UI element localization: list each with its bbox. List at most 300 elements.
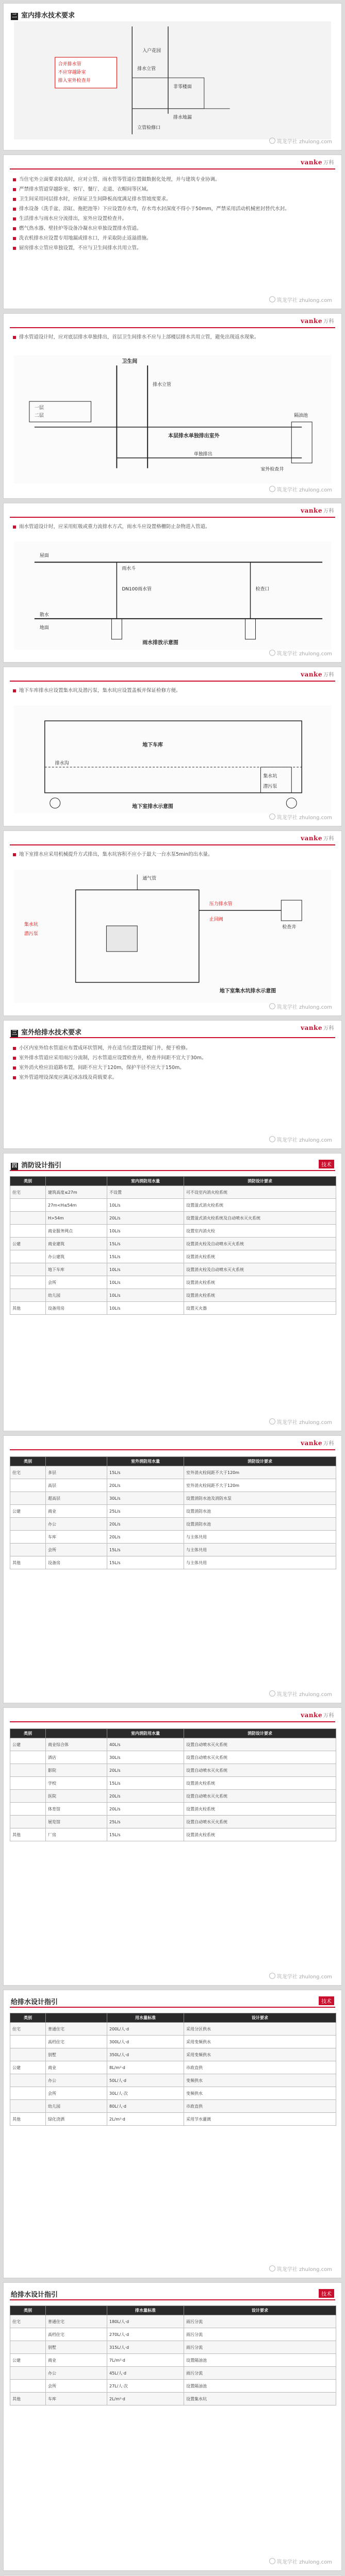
table-cell: 30L/人·次 (107, 2087, 184, 2100)
table-cell: 商业 (46, 1505, 107, 1518)
label-vent: 排水立管 (137, 66, 156, 72)
table-cell (10, 1289, 46, 1302)
rules-list (12, 687, 333, 697)
table-cell: 展览馆 (46, 1816, 107, 1828)
table-cell: 市政直供 (184, 2100, 336, 2113)
watermark-text: 筑龙学社 zhulong.com (276, 298, 332, 303)
table-cell: 设置自动喷水灭火系统 (184, 1751, 336, 1764)
table-row (10, 1816, 336, 1828)
watermark-text: 筑龙学社 zhulong.com (276, 651, 332, 657)
table-cell: 办公 (46, 1518, 107, 1531)
table-row (10, 2061, 336, 2074)
table-cell: 变频供水 (184, 2087, 336, 2100)
label-b: 二层 (34, 413, 44, 419)
tag-badge: 技术 (319, 1160, 334, 1168)
watermark-text: 筑龙学社 zhulong.com (276, 1974, 332, 1980)
brand-logo (301, 317, 334, 325)
table-row (10, 1544, 336, 1556)
section-number: 三 (12, 1030, 17, 1036)
slide-drainage-rules (3, 155, 342, 309)
table-cell: 办公 (46, 2367, 107, 2380)
label-floor: 非零楼面 (173, 84, 192, 90)
table-row (10, 2113, 336, 2126)
tag-badge: 技术 (319, 2289, 334, 2298)
list-item: 严禁排水管道穿越卧室、客厅、餐厅、走道、衣帽间等区域。 (12, 185, 333, 193)
table-cell: 设置隔油池 (184, 2380, 336, 2393)
table-cell: 20L/s (107, 1764, 184, 1777)
fire-spec-table-1 (10, 1176, 336, 1315)
table-cell: 10L/s (107, 1276, 184, 1289)
table-cell: 设置集水坑 (184, 2393, 336, 2405)
watermark (269, 813, 332, 821)
list-item: 排水设备（洗手盆、浴缸、拖把池等）下应设置存水弯，存水弯水封深度不得小于50mm，严禁采用活动机械密封替代水封。 (12, 205, 333, 213)
table-cell: 设置灭火器 (184, 1302, 336, 1315)
list-item: 生活排水与雨水应分流排出，室外应设置检查井。 (12, 215, 333, 223)
slide-sump-pit (3, 831, 342, 1016)
table-cell (10, 2341, 46, 2354)
section-title (11, 1996, 58, 2006)
label-f: 地面 (39, 625, 49, 631)
list-item: 室外消火栓应沿道路布置，间距不应大于120m，保护半径不应大于150m。 (12, 1064, 333, 1072)
watermark (269, 296, 332, 303)
table-cell: 会所 (46, 2380, 107, 2393)
watermark-icon (269, 1973, 275, 1979)
label-note1: 合并排水管 (58, 62, 81, 67)
table-row (10, 2074, 336, 2087)
table-cell: 270L/人·d (107, 2328, 184, 2341)
label-a: 地下车库 (142, 742, 163, 749)
table-cell: 其他 (10, 2113, 46, 2126)
brand-name: vanke (301, 1024, 322, 1031)
table-cell: 多层 (46, 1466, 107, 1479)
drainage-diagram-3 (14, 355, 331, 484)
table-cell (10, 2328, 46, 2341)
table-row (10, 1466, 336, 1479)
label-a: 屋面 (39, 553, 49, 559)
list-item: 当住宅外立面要求较高时，应对立管、雨水管等管道位置做数据化处理，并与建筑专业协调。 (12, 176, 333, 183)
label-note3: 排入室外检查井 (58, 78, 91, 83)
table-row (10, 2367, 336, 2380)
watermark (269, 137, 332, 145)
table-cell: 设置自动喷水灭火系统 (184, 1816, 336, 1828)
watermark (269, 485, 332, 493)
table-cell: 2L/m²·d (107, 2393, 184, 2405)
table-cell: 其他 (10, 1828, 46, 1841)
table-cell: 幼儿园 (46, 2100, 107, 2113)
header-divider (10, 168, 335, 170)
table-cell (10, 1777, 46, 1790)
table-cell: 室外消火栓间距不大于120m (184, 1466, 336, 1479)
table-cell: 设置消火栓系统 (184, 1250, 336, 1263)
brand-name: vanke (301, 1711, 322, 1719)
watermark-text: 筑龙学社 zhulong.com (276, 1005, 332, 1010)
table-cell: 设备房 (46, 1556, 107, 1569)
watermark (269, 1690, 332, 1698)
table-cell: 商业 (46, 2061, 107, 2074)
table-row (10, 2354, 336, 2367)
table-row (10, 2315, 336, 2328)
table-row (10, 1556, 336, 1569)
label-drain: 排水地漏 (173, 115, 192, 121)
watermark-icon (269, 2265, 275, 2272)
list-item: 燃气热水器、壁挂炉等设备冷凝水应单独设置排水管道。 (12, 225, 333, 232)
table-cell (10, 1479, 46, 1492)
watermark-text: 筑龙学社 zhulong.com (276, 2560, 332, 2565)
section-title-text: 室内排水技术要求 (21, 12, 75, 20)
brand-name: vanke (301, 1439, 322, 1447)
table-row (10, 1828, 336, 1841)
table-cell: 雨污分流 (184, 2341, 336, 2354)
section-title-text: 给排水设计指引 (11, 1998, 58, 2006)
header-divider (10, 2299, 335, 2300)
rainwater-diagram (14, 541, 331, 650)
table-cell: 15L/s (107, 1544, 184, 1556)
list-item: 地下车库排水应设置集水坑及潜污泵，集水坑应设置盖板并保证检修方便。 (12, 687, 333, 694)
table-row (10, 2380, 336, 2393)
table-cell: 商业 (46, 2354, 107, 2367)
table-header (46, 1177, 107, 1186)
table-cell: 厂房 (46, 1828, 107, 1841)
table-cell (10, 1518, 46, 1531)
brand-name: vanke (301, 835, 322, 842)
table-cell: 不设置 (107, 1186, 184, 1199)
table-header (46, 1729, 107, 1738)
table-cell: 医院 (46, 1790, 107, 1803)
table-row (10, 1531, 336, 1544)
table-cell: 商业综合体 (46, 1738, 107, 1751)
section-title-text: 消防设计指引 (21, 1162, 62, 1170)
table-cell: 20L/s (107, 1790, 184, 1803)
watermark-icon (269, 2558, 275, 2564)
section-title (11, 2289, 58, 2299)
rules-list (12, 851, 333, 860)
watermark (269, 1003, 332, 1010)
table-cell: 高层 (46, 1479, 107, 1492)
fire-spec-table-3 (10, 1728, 336, 1841)
header-divider (10, 1449, 335, 1450)
brand-logo (301, 506, 334, 514)
table-row (10, 1263, 336, 1276)
slide-ground-floor-drainage (3, 313, 342, 499)
brand-logo (301, 834, 334, 842)
table-header: 排水量标准 (107, 2306, 184, 2315)
table-cell: 采用变频供水 (184, 2048, 336, 2061)
label-roof: 入户花园 (142, 48, 161, 54)
table-cell: 20L/s (107, 1531, 184, 1544)
table-cell: 别墅 (46, 2341, 107, 2354)
section-title (11, 1160, 61, 1170)
table-cell: 地下车库 (46, 1263, 107, 1276)
table-cell: 雨污分流 (184, 2367, 336, 2380)
table-cell: 车库 (46, 1531, 107, 1544)
table-cell (10, 1212, 46, 1225)
label-pipe: 立管检修口 (137, 125, 161, 131)
table-row (10, 1276, 336, 1289)
table-cell: 住宅 (10, 2023, 46, 2036)
slide-fire-table-1 (3, 1153, 342, 1431)
table-cell (10, 1803, 46, 1816)
label-e: 散水 (39, 612, 49, 618)
brand-name: vanke (301, 671, 322, 678)
table-cell: 设置自动喷水灭火系统 (184, 1738, 336, 1751)
table-header: 类别 (10, 1729, 46, 1738)
rules-list (12, 523, 333, 533)
table-row (10, 2393, 336, 2405)
table-cell (10, 1531, 46, 1544)
table-cell: 设置消火栓系统 (184, 1803, 336, 1816)
header-divider (10, 844, 335, 845)
slide-indoor-drainage-intro (3, 3, 342, 150)
table-cell (10, 1816, 46, 1828)
table-header: 设计要求 (184, 2013, 336, 2023)
table-cell: 设置消火栓系统 (184, 1276, 336, 1289)
table-cell: 2L/m²·d (107, 2113, 184, 2126)
table-cell: 10L/s (107, 1302, 184, 1315)
table-cell: 采用分区供水 (184, 2023, 336, 2036)
table-cell: 设置消火栓及自动喷水灭火系统 (184, 1263, 336, 1276)
table-cell (10, 1764, 46, 1777)
table-cell: 办公建筑 (46, 1250, 107, 1263)
table-cell (10, 2380, 46, 2393)
slide-fire-table-2 (3, 1435, 342, 1703)
header-divider (10, 2007, 335, 2008)
table-cell: 公建 (10, 1238, 46, 1250)
list-item: 室外排水管道应采用雨污分流制，污水管道应设置检查井，检查井间距不宜大于30m。 (12, 1054, 333, 1062)
watermark-text: 筑龙学社 zhulong.com (276, 2267, 332, 2273)
table-cell (10, 2074, 46, 2087)
table-cell: 27L/人·次 (107, 2380, 184, 2393)
table-cell: 其他 (10, 1302, 46, 1315)
table-header: 类别 (10, 1177, 46, 1186)
table-cell: 30L/s (107, 1492, 184, 1505)
table-header: 室内消防用水量 (107, 1729, 184, 1738)
water-spec-table-2 (10, 2306, 336, 2405)
brand-name: vanke (301, 159, 322, 166)
brand-suffix: 万科 (323, 1026, 334, 1031)
tag-badge: 技术 (319, 1996, 334, 2005)
watermark (269, 2557, 332, 2565)
table-row (10, 1212, 336, 1225)
table-row (10, 1777, 336, 1790)
table-cell: 15L/s (107, 1828, 184, 1841)
table-row (10, 1505, 336, 1518)
label-b: 潜污泵 (24, 931, 38, 937)
slide-outdoor-water (3, 1020, 342, 1149)
section-title-text: 给排水设计指引 (11, 2291, 58, 2299)
brand-logo (301, 670, 334, 678)
section-title (11, 1027, 81, 1037)
table-cell (10, 2100, 46, 2113)
label-e: 通气管 (142, 876, 157, 882)
table-row (10, 1302, 336, 1315)
label-d: 室外检查井 (260, 467, 284, 472)
table-cell: 350L/人·d (107, 2048, 184, 2061)
table-cell: 普通住宅 (46, 2023, 107, 2036)
section-number: 四 (12, 1163, 17, 1169)
table-cell: 建筑高度≤27m (46, 1186, 107, 1199)
table-cell: 设置室内消火栓 (184, 1225, 336, 1238)
drainage-diagram-3-svg (14, 355, 331, 484)
table-cell: 高档住宅 (46, 2328, 107, 2341)
slide-water-table-1 (3, 1990, 342, 2278)
table-cell: 315L/人·d (107, 2341, 184, 2354)
table-cell: 设置消火栓系统 (184, 1828, 336, 1841)
table-cell: 设置湿式消火栓系统及自动喷水灭火系统 (184, 1212, 336, 1225)
table-cell: 公建 (10, 1738, 46, 1751)
table-cell: 商业服务网点 (46, 1225, 107, 1238)
table-cell: 15L/s (107, 1238, 184, 1250)
list-item: 雨水管道设计时，应采用虹吸或重力流排水方式，雨水斗应设置格栅防止杂物进入管道。 (12, 523, 333, 531)
brand-suffix: 万科 (323, 836, 334, 842)
table-cell: 设置消防水池 (184, 1505, 336, 1518)
drainage-diagram-1 (14, 21, 331, 140)
table-cell (10, 1751, 46, 1764)
table-cell: H>54m (46, 1212, 107, 1225)
table-cell: 其他 (10, 2393, 46, 2405)
label-d: 检查井 (282, 925, 297, 930)
table-cell: 10L/s (107, 1225, 184, 1238)
table-cell: 20L/s (107, 1212, 184, 1225)
table-cell: 设置消火栓系统 (184, 1289, 336, 1302)
table-header (46, 1457, 107, 1466)
slide-fire-table-3 (3, 1707, 342, 1986)
table-cell: 180L/人·d (107, 2315, 184, 2328)
watermark-text: 筑龙学社 zhulong.com (276, 487, 332, 493)
table-cell: 雨污分流 (184, 2328, 336, 2341)
brand-suffix: 万科 (323, 319, 334, 325)
table-cell (10, 2048, 46, 2061)
table-cell: 普通住宅 (46, 2315, 107, 2328)
table-header-row (10, 2306, 336, 2315)
sump-diagram (14, 869, 331, 1003)
table-cell: 25L/s (107, 1505, 184, 1518)
table-header-row (10, 2013, 336, 2023)
label-top: 卫生间 (122, 359, 138, 365)
table-cell: 50L/人·d (107, 2074, 184, 2087)
table-cell: 住宅 (10, 1466, 46, 1479)
table-cell: 高档住宅 (46, 2036, 107, 2048)
table-cell: 办公 (46, 2074, 107, 2087)
label-f: 止回阀 (209, 917, 223, 923)
table-cell: 会所 (46, 1544, 107, 1556)
table-cell: 公建 (10, 1505, 46, 1518)
brand-suffix: 万科 (323, 1713, 334, 1719)
table-row (10, 2100, 336, 2113)
table-header: 设计要求 (184, 2306, 336, 2315)
watermark-icon (269, 1136, 275, 1142)
list-item: 洗衣机排水应设置专用地漏或排水口，并采取防止返溢措施。 (12, 234, 333, 242)
slide-basement-drainage (3, 667, 342, 826)
table-row (10, 1764, 336, 1777)
table-cell: 设置自动喷水灭火系统 (184, 1764, 336, 1777)
table-cell: 设置消火栓及自动喷水灭火系统 (184, 1238, 336, 1250)
list-item: 卫生间采用同层排水时，应保证卫生间降板高度满足排水管坡度要求。 (12, 195, 333, 203)
diagram-title: 地下室集水坑排水示意图 (219, 988, 276, 994)
table-cell: 超高层 (46, 1492, 107, 1505)
table-cell: 与主体共用 (184, 1556, 336, 1569)
table-cell: 幼儿园 (46, 1289, 107, 1302)
watermark (269, 1136, 332, 1143)
table-row (10, 1199, 336, 1212)
table-cell: 采用变频供水 (184, 2036, 336, 2048)
watermark-icon (269, 650, 275, 656)
list-item: 室外管道埋设深度应满足冰冻线及荷载要求。 (12, 1074, 333, 1081)
table-header (46, 2013, 107, 2023)
label-b: 雨水斗 (122, 566, 136, 572)
table-cell: 设置隔油池 (184, 2354, 336, 2367)
list-item: 厨房排水立管应单独设置，不应与卫生间排水共用立管。 (12, 244, 333, 252)
sump-diagram-svg (14, 869, 331, 1003)
watermark-icon (269, 1003, 275, 1009)
table-cell: 15L/s (107, 1777, 184, 1790)
table-header: 消防设计要求 (184, 1177, 336, 1186)
table-row (10, 2328, 336, 2341)
slide-rainwater-drainage (3, 503, 342, 663)
water-spec-table-1 (10, 2013, 336, 2126)
table-cell (10, 1225, 46, 1238)
table-row (10, 2048, 336, 2061)
list-item: 地下室排水应采用机械提升方式排出，集水坑容积不应小于最大一台水泵5min的出水量。 (12, 851, 333, 858)
rainwater-diagram-svg (14, 541, 331, 650)
brand-logo (301, 1711, 334, 1719)
table-row (10, 1479, 336, 1492)
table-cell: 25L/s (107, 1816, 184, 1828)
table-header: 类别 (10, 2013, 46, 2023)
brand-name: vanke (301, 317, 322, 325)
basement-diagram-svg (14, 705, 331, 814)
section-number: 二 (12, 13, 17, 19)
header-divider (10, 681, 335, 682)
table-cell: 车库 (46, 2393, 107, 2405)
table-cell: 200L/人·d (107, 2023, 184, 2036)
section-title (11, 10, 75, 20)
watermark-icon (269, 138, 275, 144)
watermark (269, 1972, 332, 1980)
watermark-text: 筑龙学社 zhulong.com (276, 815, 332, 821)
watermark-icon (269, 296, 275, 302)
brand-suffix: 万科 (323, 1441, 334, 1447)
label-d: 检查口 (255, 587, 270, 592)
table-cell: 设置湿式消火栓系统 (184, 1199, 336, 1212)
watermark (269, 2265, 332, 2273)
table-cell: 雨污分流 (184, 2315, 336, 2328)
table-header: 消防设计要求 (184, 1729, 336, 1738)
table-cell: 住宅 (10, 1186, 46, 1199)
brand-logo (301, 1439, 334, 1447)
table-row (10, 1803, 336, 1816)
table-cell: 采用节水灌溉 (184, 2113, 336, 2126)
table-cell: 20L/s (107, 1518, 184, 1531)
watermark-icon (269, 814, 275, 820)
table-row (10, 1186, 336, 1199)
table-row (10, 1238, 336, 1250)
watermark-text: 筑龙学社 zhulong.com (276, 1692, 332, 1698)
table-cell: 与主体共用 (184, 1531, 336, 1544)
table-row (10, 2036, 336, 2048)
table-cell: 设置消防水池 (184, 1518, 336, 1531)
table-cell: 别墅 (46, 2048, 107, 2061)
table-header-row (10, 1457, 336, 1466)
table-header: 类别 (10, 1457, 46, 1466)
table-cell: 室外消火栓间距不大于120m (184, 1479, 336, 1492)
table-cell (10, 2036, 46, 2048)
table-row (10, 1289, 336, 1302)
label-c: 本层排水单独排出室外 (168, 433, 220, 439)
label-e: 排水立管 (153, 382, 172, 388)
watermark (269, 649, 332, 657)
list-item: 小区内室外给水管道应布置成环状管网，并在适当位置设置阀门井，便于检修。 (12, 1044, 333, 1052)
header-divider (10, 1170, 335, 1171)
